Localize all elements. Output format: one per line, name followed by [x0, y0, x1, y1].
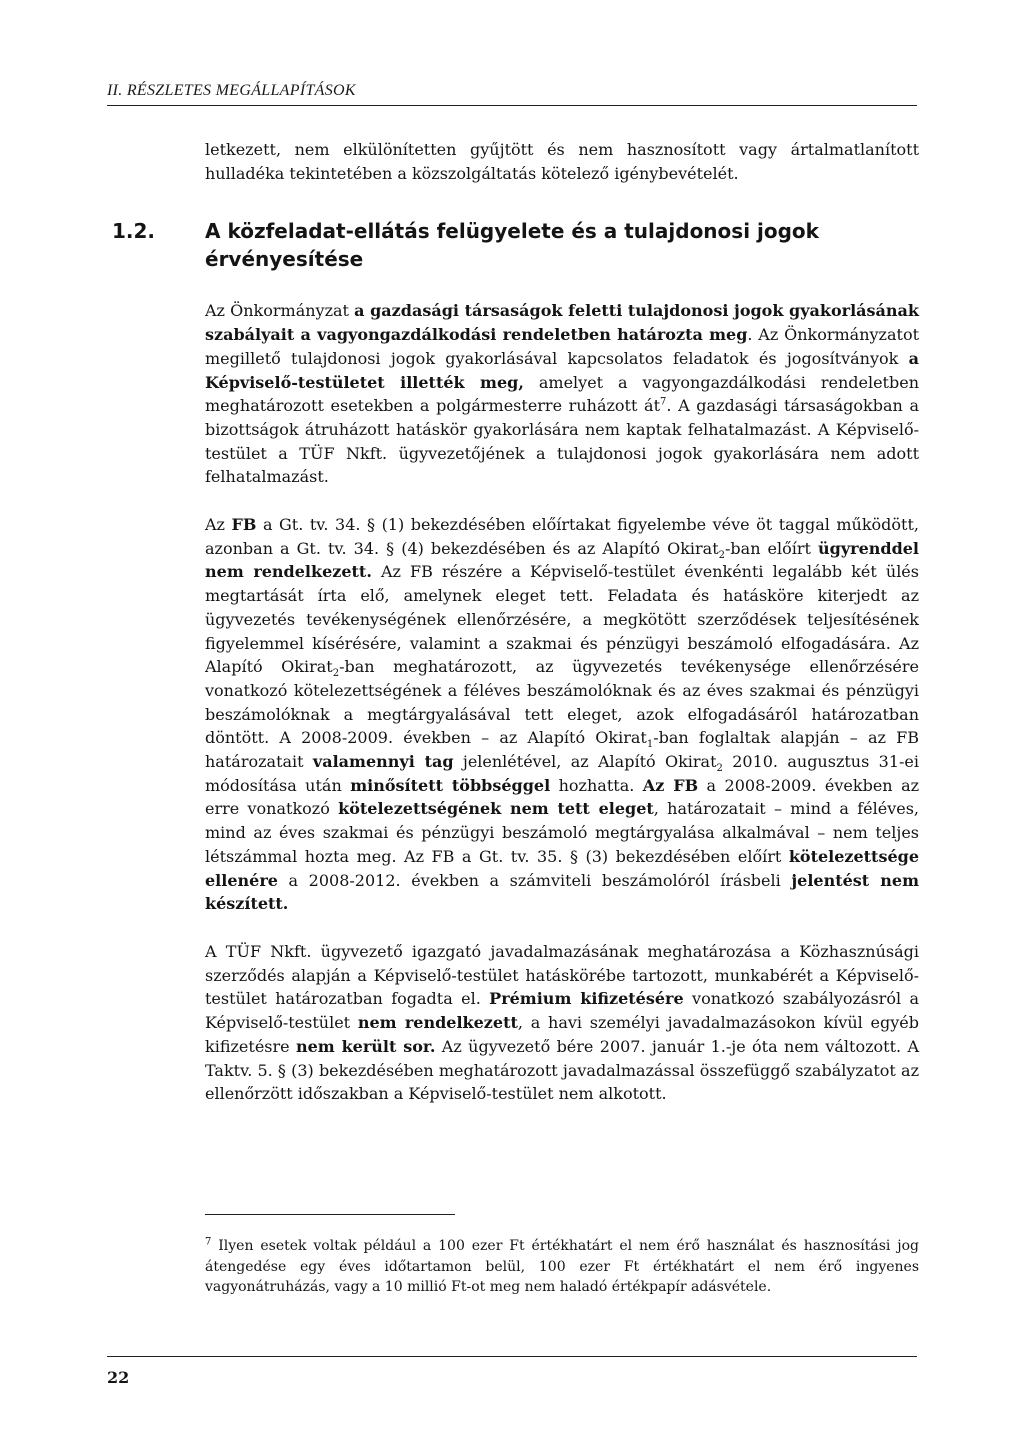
paragraph-ownership-rights: Az Önkormányzat a gazdasági társaságok feletti tulajdonosi jogok gyakorlásának szabályait a vagyongazdálkodási rendeletben határozta meg. Az Önkormányzatot megillető tulajdonosi jogok gyakorlásával kapcsolatos feladatok és jogosítványok a Képviselő-testületet illették meg, amelyet a vagyongazdálkodási rendeletben meghatározott esetekben a polgármesterre ruházott $át^7$. A gazdasági társaságokban a bizottságok átruházott hatáskör gyakorlására nem kaptak felhatalmazást. A Képviselő-testület a TÜF Nkft. ügyvezetőjének a tulajdonosi jogok gyakorlására nem adott felhatalmazást. — [205, 301, 920, 487]
footnote-text: Ilyen esetek voltak például a 100 ezer Ft értékhatárt el nem érő használat és hasznosítási jog átengedése egy éves időtartamon belül, 100 ezer Ft értékhatárt el nem érő ingyenes vagyonátruházás, vagy a 10 millió Ft-ot meg nem haladó értékpapír adásvétele. — [205, 1238, 919, 1295]
footnote-ref: 7 — [660, 396, 667, 408]
footnote-divider — [205, 1214, 455, 1215]
paragraph-remuneration: A TÜF Nkft. ügyvezető igazgató javadalmazásának meghatározása a Közhasznúsági szerződés alapján a Képviselő-testület hatáskörébe tartozott, munkabérét a Képviselő-testület határozatban fogadta el. Prémium kifizetésére vonatkozó szabályozásról a Képviselő-testület nem rendelkezett, a havi személyi javadalmazásokon kívül egyéb kifizetésre nem került sor. Az ügyvezető bére 2007. január 1.-je óta nem változott. A Taktv. 5. § (3) bekezdésében meghatározott javadalmazással összefüggő szabályzatot az ellenőrzött időszakban a Képviselő-testület nem alkotott. — [205, 941, 920, 1104]
paragraph-supervisory-board: Az FB a Gt. tv. 34. § (1) bekezdésében előírtakat figyelembe véve öt taggal működött, azonban a Gt. tv. 34. § (4) bekezdésében és az Alapító Okirat$_2$-ban előírt ügyrenddel nem rendelkezett. Az FB részére a Képviselő-testület évenkénti legalább két ülés megtartását írta elő, amelynek eleget tett. Feladata és hatásköre kiterjedt az ügyvezetés tevékenységének ellenőrzésére, a megkötött szerződések teljesítésének figyelemmel kísérésére, valamint a szakmai és pénzügyi beszámoló elfogadására. Az Alapító Okirat$_2$-ban meghatározott, az ügyvezetés tevékenysége ellenőrzésére vonatkozó kötelezettségének a féléves beszámolóknak és az éves szakmai és pénzügyi beszámolóknak a megtárgyalásával tett eleget, azok elfogadásáról határozatban döntött. A 2008-2009. években – az Alapító Okirat$_1$-ban foglaltak alapján – az FB határozatait valamennyi tag jelenlétével, az Alapító Okirat$_2$ 2010. augusztus 31-ei módosítása után minősített többséggel hozhatta. Az FB a 2008-2009. években az erre vonatkozó kötelezettségének nem tett eleget, határozatait – mind a féléves, mind az éves szakmai és pénzügyi beszámoló megtárgyalása alkalmával – nem teljes létszámmal hozta meg. Az FB a Gt. tv. 35. § (3) bekezdésében előírt kötelezettsége ellenére a 2008-2012. években a számviteli beszámolóról írásbeli jelentést nem készített. — [205, 515, 920, 914]
page-body — [112, 138, 920, 1130]
header-title: II. RÉSZLETES MEGÁLLAPÍTÁSOK — [107, 82, 356, 99]
footer-divider — [107, 1356, 917, 1357]
running-header — [107, 80, 917, 106]
page-number: 22 — [107, 1368, 130, 1387]
intro-paragraph: letkezett, nem elkülönítetten gyűjtött és nem hasznosított vagy ártalmatlanított hulladéka tekintetében a közszolgáltatás kötelező igénybevételét. — [205, 140, 919, 183]
footnote-number: 7 — [205, 1236, 212, 1248]
section-1-2 — [112, 217, 920, 1106]
footnote — [205, 1236, 919, 1298]
section-title: A közfeladat-ellátás felügyelete és a tulajdonosi jogok érvényesítése — [205, 219, 819, 272]
section-number: 1.2. — [112, 219, 156, 244]
